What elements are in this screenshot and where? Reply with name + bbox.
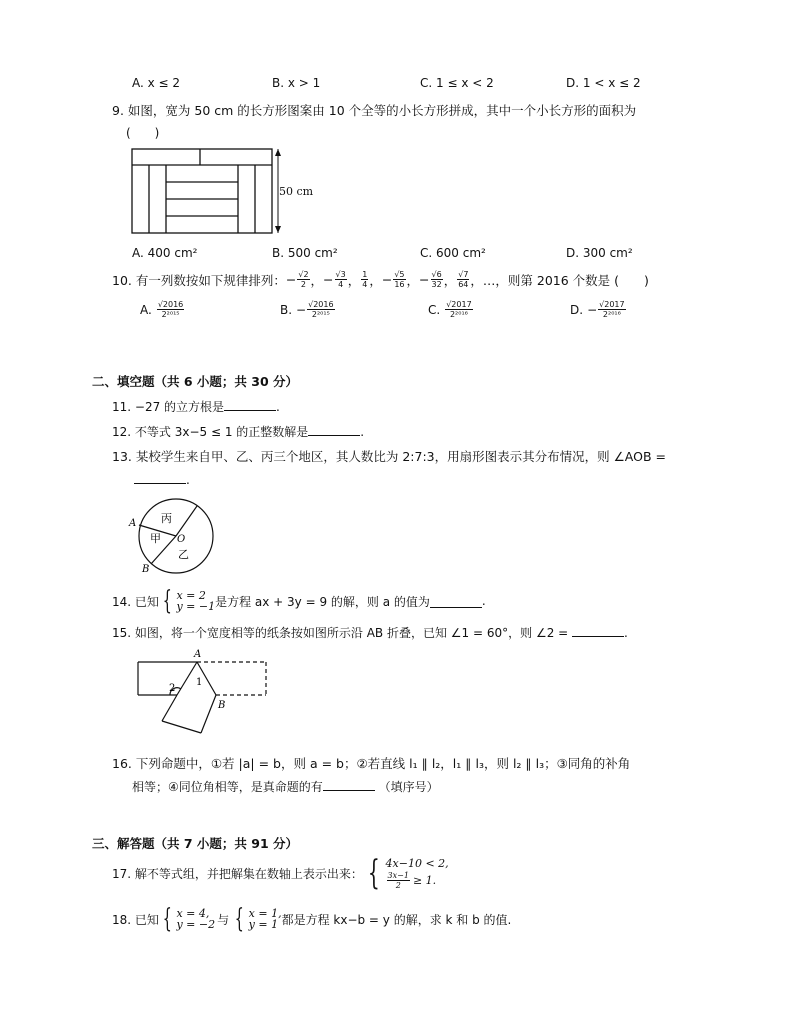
q11-blank bbox=[224, 398, 276, 411]
q15-fold-figure bbox=[134, 644, 276, 736]
q13-line1: 13. 某校学生来自甲、乙、丙三个地区，其人数比为 2:7:3，用扇形图表示其分布情况，则 ∠AOB = bbox=[112, 449, 666, 464]
q9-option-c: C. 600 cm² bbox=[420, 246, 486, 260]
svg-text:丙: 丙 bbox=[161, 512, 172, 525]
q10-option-d: D. − $\frac{√2017}{\text{2²⁰¹⁶}}$ bbox=[570, 300, 625, 319]
q9-rectangle-figure bbox=[128, 145, 328, 237]
q12-blank bbox=[308, 423, 360, 436]
section-3-heading: 三、解答题（共 7 小题；共 91 分） bbox=[92, 836, 299, 851]
q10-sequence-term: − $\frac{√6}{32}$ bbox=[419, 270, 442, 289]
svg-text:A: A bbox=[194, 649, 202, 660]
q14-blank bbox=[430, 595, 482, 608]
q10-line bbox=[112, 270, 649, 289]
q15-blank bbox=[572, 624, 624, 637]
q15-text: 15. 如图，将一个宽度相等的纸条按如图所示沿 AB 折叠，已知 ∠1 = 60°，则 ∠2 = bbox=[112, 626, 569, 640]
svg-text:B: B bbox=[218, 700, 226, 711]
q9-figure-label: 50 cm bbox=[279, 185, 314, 198]
q11-text: 11. −27 的立方根是 bbox=[112, 400, 225, 414]
q12-text: 12. 不等式 3x−5 ≤ 1 的正整数解是 bbox=[112, 425, 309, 439]
q10-sequence-term: $\frac{√7}{64}$ bbox=[458, 270, 469, 289]
q10-sequence-term: − $\frac{√3}{4}$ bbox=[323, 270, 346, 289]
svg-text:1: 1 bbox=[196, 677, 203, 688]
q16-blank bbox=[323, 778, 375, 791]
svg-text:乙: 乙 bbox=[178, 548, 189, 561]
q8-option-a: A. x ≤ 2 bbox=[132, 76, 181, 90]
q17 bbox=[112, 853, 449, 893]
q10-sequence-term: $\frac{1}{4}$ bbox=[362, 270, 368, 289]
q18-suffix: 都是方程 kx−b = y 的解，求 k 和 b 的值. bbox=[281, 912, 512, 927]
q10-prefix: 10. 有一列数按如下规律排列： bbox=[112, 272, 286, 288]
q10-sequence: − $\frac{√2}{2}$ ， − $\frac{√3}{4}$ ， $\frac{1}{4}$ ， − $\frac{√5}{16}$ ， − $\frac{√6}{32}$ ， $\frac{√7}{64}$ bbox=[285, 270, 469, 289]
q10-option-a: A. $\frac{√2016}{\text{2²⁰¹⁵}}$ bbox=[140, 300, 184, 319]
q14-prefix: 14. 已知 bbox=[112, 594, 159, 609]
q8-option-d: D. 1 < x ≤ 2 bbox=[566, 76, 641, 90]
q14-suffix: 是方程 ax + 3y = 9 的解，则 a 的值为 bbox=[215, 594, 430, 609]
q11: 11. −27 的立方根是 . bbox=[112, 400, 280, 414]
q18-system-1: { x = 4, y = −2 bbox=[162, 904, 216, 934]
q10-suffix: ，…，则第 2016 个数是 ( ) bbox=[470, 272, 649, 288]
q18: 18. 已知 { x = 4, y = −2 与 { x = 1, y = 1 都是方程 kx−b = y 的解，求 k 和 b 的值. bbox=[112, 904, 512, 934]
section-2-heading: 二、填空题（共 6 小题；共 30 分） bbox=[92, 374, 299, 389]
q12: 12. 不等式 3x−5 ≤ 1 的正整数解是 . bbox=[112, 425, 365, 439]
q9-stem: 9. 如图，宽为 50 cm 的长方形图案由 10 个全等的小长方形拼成，其中一个小长方形的面积为 bbox=[112, 103, 637, 118]
svg-text:A: A bbox=[129, 518, 137, 529]
q16-line2: 相等；④同位角相等，是真命题的有 （填序号） bbox=[132, 780, 439, 794]
q17-system: { 4x−10 < 2, $\frac{3x-1}{2}$ ≥ 1. bbox=[367, 853, 449, 893]
q15: 15. 如图，将一个宽度相等的纸条按如图所示沿 AB 折叠，已知 ∠1 = 60°，则 ∠2 = . bbox=[112, 626, 628, 640]
svg-text:O: O bbox=[177, 534, 186, 545]
q18-prefix: 18. 已知 bbox=[112, 912, 159, 927]
q13-pie-figure bbox=[126, 496, 222, 576]
q9-option-d: D. 300 cm² bbox=[566, 246, 633, 260]
q18-system-2: { x = 1, y = 1 bbox=[234, 904, 282, 934]
q10-option-c: C. $\frac{√2017}{\text{2²⁰¹⁶}}$ bbox=[428, 300, 472, 319]
svg-text:2: 2 bbox=[169, 683, 176, 694]
svg-text:B: B bbox=[142, 564, 150, 575]
q13-blank bbox=[134, 471, 186, 484]
q13-line2: . bbox=[134, 471, 190, 487]
q14: 14. 已知 { x = 2 y = −1 是方程 ax + 3y = 9 的解，则 a 的值为 . bbox=[112, 586, 486, 616]
q8-option-b: B. x > 1 bbox=[272, 76, 321, 90]
q8-option-c: C. 1 ≤ x < 2 bbox=[420, 76, 494, 90]
q16-line1: 16. 下列命题中，①若 |a| = b，则 a = b；②若直线 l₁ ∥ l₂，l₁ ∥ l₃，则 l₂ ∥ l₃；③同角的补角 bbox=[112, 756, 631, 771]
q9-option-a: A. 400 cm² bbox=[132, 246, 198, 260]
q10-sequence-term: − $\frac{√5}{16}$ bbox=[381, 270, 405, 289]
svg-text:甲: 甲 bbox=[150, 532, 161, 545]
q10-option-b: B. − $\frac{√2016}{\text{2²⁰¹⁵}}$ bbox=[280, 300, 334, 319]
q9-paren: ( ) bbox=[126, 126, 160, 140]
q17-prefix: 17. 解不等式组，并把解集在数轴上表示出来： bbox=[112, 866, 363, 881]
q14-system: { x = 2 y = −1 bbox=[162, 586, 216, 616]
q10-sequence-term: − $\frac{√2}{2}$ bbox=[285, 270, 309, 289]
q9-option-b: B. 500 cm² bbox=[272, 246, 338, 260]
